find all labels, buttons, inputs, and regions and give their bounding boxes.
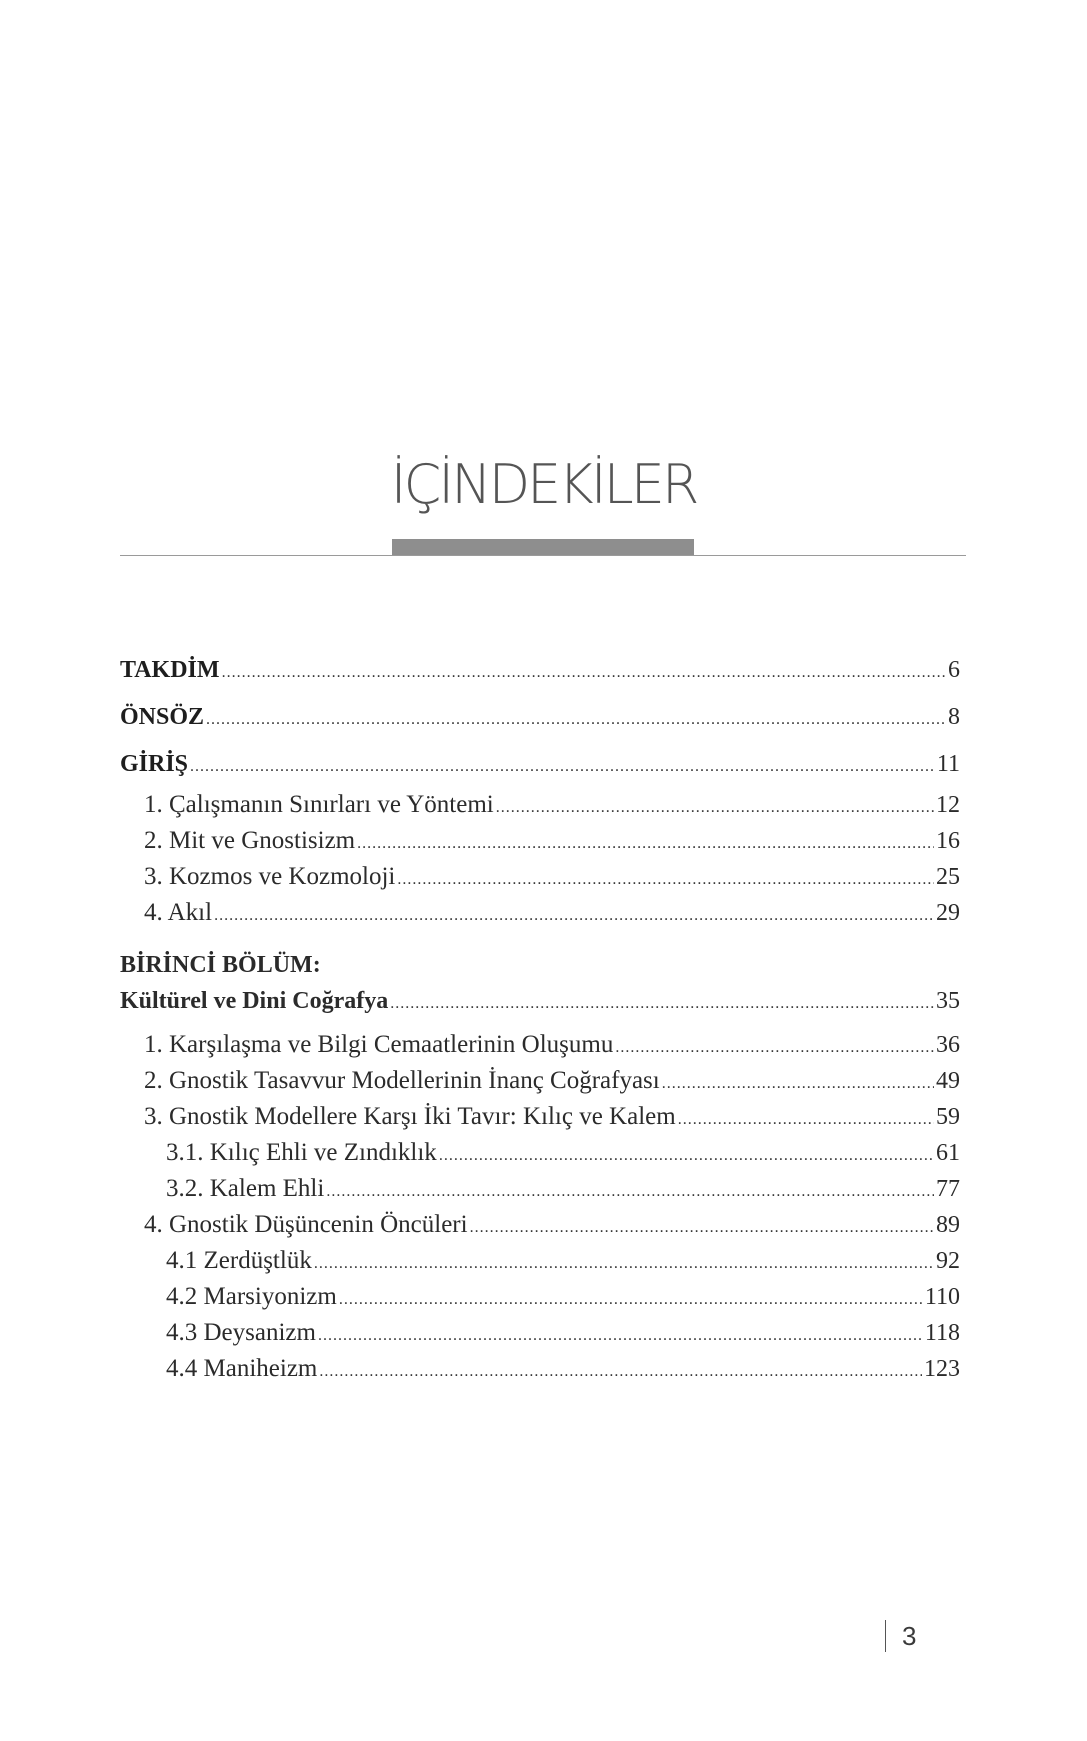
- title-divider: [120, 555, 966, 556]
- toc-entry[interactable]: [120, 1171, 960, 1207]
- toc-entry-page: 36: [936, 1032, 960, 1058]
- leader-dots: [314, 1246, 934, 1282]
- toc-entry-label: 4.3 Deysanizm: [166, 1319, 316, 1346]
- toc-entry-label: 1. Çalışmanın Sınırları ve Yöntemi: [144, 791, 494, 818]
- table-of-contents: [120, 652, 960, 1387]
- toc-entry[interactable]: [120, 1027, 960, 1063]
- toc-entry[interactable]: [120, 859, 960, 895]
- toc-entry-page: 123: [924, 1356, 960, 1382]
- toc-entry-page: 25: [936, 864, 960, 890]
- toc-entry[interactable]: [120, 895, 960, 931]
- leader-dots: [206, 702, 946, 738]
- leader-dots: [662, 1066, 934, 1102]
- toc-entry-page: 89: [936, 1212, 960, 1238]
- toc-entry-label: 4.1 Zerdüştlük: [166, 1247, 312, 1274]
- toc-entry-label: 4.4 Maniheizm: [166, 1355, 318, 1382]
- toc-entry[interactable]: [120, 1351, 960, 1387]
- title-underline-bar: [392, 539, 694, 555]
- leader-dots: [318, 1318, 923, 1354]
- toc-entry-page: 59: [936, 1104, 960, 1130]
- toc-entry-label: 3.1. Kılıç Ehli ve Zındıklık: [166, 1139, 437, 1166]
- toc-entry[interactable]: [120, 1279, 960, 1315]
- leader-dots: [615, 1030, 934, 1066]
- toc-entry-section[interactable]: [120, 983, 960, 1019]
- leader-dots: [214, 898, 934, 934]
- toc-entry-label: Kültürel ve Dini Coğrafya: [120, 988, 389, 1014]
- toc-entry[interactable]: [120, 1243, 960, 1279]
- toc-entry-page: 8: [948, 704, 960, 730]
- leader-dots: [222, 655, 946, 691]
- leader-dots: [357, 826, 934, 862]
- toc-entry[interactable]: [120, 1135, 960, 1171]
- toc-entry[interactable]: [120, 787, 960, 823]
- leader-dots: [319, 1354, 922, 1390]
- toc-entry-page: 61: [936, 1140, 960, 1166]
- toc-entry-label: 2. Mit ve Gnostisizm: [144, 827, 356, 854]
- toc-entry-page: 92: [936, 1248, 960, 1274]
- leader-dots: [339, 1282, 923, 1318]
- toc-entry-label: 3. Gnostik Modellere Karşı İki Tavır: Kılıç ve Kalem: [144, 1103, 676, 1130]
- toc-entry-label: 1. Karşılaşma ve Bilgi Cemaatlerinin Oluşumu: [144, 1031, 614, 1058]
- toc-entry-page: 49: [936, 1068, 960, 1094]
- toc-entry-takdim[interactable]: [120, 652, 960, 688]
- leader-dots: [439, 1138, 934, 1174]
- toc-entry[interactable]: [120, 1063, 960, 1099]
- toc-entry-label: 4. Akıl: [144, 899, 213, 926]
- toc-entry-page: 118: [924, 1320, 960, 1346]
- leader-dots: [470, 1210, 934, 1246]
- toc-entry-page: 11: [936, 751, 960, 777]
- toc-entry-label: 3.2. Kalem Ehli: [166, 1175, 325, 1202]
- toc-entry-giris[interactable]: [120, 746, 960, 782]
- leader-dots: [678, 1102, 934, 1138]
- section-heading: BİRİNCİ BÖLÜM:: [120, 952, 321, 978]
- toc-entry-label: 3. Kozmos ve Kozmoloji: [144, 863, 396, 890]
- page-number: [885, 1620, 916, 1652]
- toc-entry-page: 16: [936, 828, 960, 854]
- leader-dots: [397, 862, 934, 898]
- toc-entry-label: TAKDİM: [120, 657, 220, 683]
- page-title: İÇİNDEKİLER: [390, 453, 697, 516]
- toc-entry-label: ÖNSÖZ: [120, 704, 205, 730]
- toc-entry-page: 29: [936, 900, 960, 926]
- toc-entry-page: 6: [948, 657, 960, 683]
- toc-entry[interactable]: [120, 1099, 960, 1135]
- leader-dots: [390, 986, 934, 1022]
- leader-dots: [190, 749, 935, 785]
- leader-dots: [326, 1174, 934, 1210]
- toc-entry[interactable]: [120, 823, 960, 859]
- leader-dots: [496, 790, 934, 826]
- toc-entry-page: 110: [924, 1284, 960, 1310]
- page-number-divider: [885, 1620, 886, 1652]
- toc-entry-onsoz[interactable]: [120, 699, 960, 735]
- toc-entry-page: 77: [936, 1176, 960, 1202]
- toc-entry[interactable]: [120, 1207, 960, 1243]
- toc-entry-page: 12: [936, 792, 960, 818]
- toc-entry-label: 4. Gnostik Düşüncenin Öncüleri: [144, 1211, 468, 1238]
- toc-entry[interactable]: [120, 1315, 960, 1351]
- toc-entry-label: 2. Gnostik Tasavvur Modellerinin İnanç Coğrafyası: [144, 1067, 660, 1094]
- toc-entry-label: GİRİŞ: [120, 751, 189, 777]
- page-number-value: 3: [902, 1620, 917, 1651]
- toc-entry-page: 35: [936, 988, 960, 1014]
- toc-entry-label: 4.2 Marsiyonizm: [166, 1283, 337, 1310]
